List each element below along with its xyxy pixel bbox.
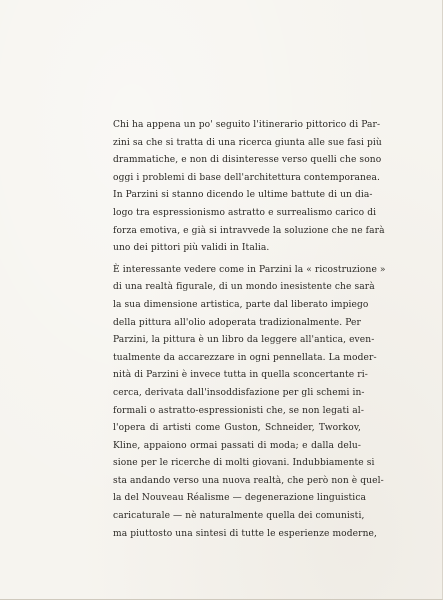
text-line: sione per le ricerche di molti giovani. Indubbiamente si [113,458,375,469]
text-line: È interessante vedere come in Parzini la « ricostruzione » [113,264,386,275]
text-line: l'opera di artisti come Guston, Schneider, Tworkov, [113,423,361,434]
text-line: tualmente da accarezzare in ogni pennellata. La moder- [113,352,377,363]
text-line: zini sa che si tratta di una ricerca giunta alle sue fasi più [113,137,382,148]
text-line: caricaturale — nè naturalmente quella dei comunisti, [113,511,365,522]
paragraph-1 [113,117,385,258]
text-line: sta andando verso una nuova realtà, che però non è quel- [113,475,384,486]
text-line: Kline, appaiono ormai passati di moda; e dalla delu- [113,440,361,451]
body-text [113,117,386,543]
text-line: In Parzini si stanno dicendo le ultime battute di un dia- [113,190,373,201]
text-line: nità di Parzini è invece tutta in quella sconcertante ri- [113,370,368,381]
text-line: uno dei pittori più validi in Italia. [113,243,270,254]
text-line: la del Nouveau Réalisme — degenerazione linguistica [113,493,367,504]
text-line: Chi ha appena un po' seguito l'itinerario pittorico di Par- [113,120,381,130]
text-line: formali o astratto-espressionisti che, se non legati al- [113,405,364,416]
text-line: logo tra espressionismo astratto e surrealismo carico di [113,207,377,218]
text-line: della pittura all'olio adoperata tradizionalmente. Per [113,317,361,328]
text-line: Parzini, la pittura è un libro da leggere all'antica, even- [113,335,375,346]
text-line: forza emotiva, e già si intravvede la soluzione che ne farà [113,225,385,236]
text-line: la sua dimensione artistica, parte dal liberato impiego [113,299,369,310]
paragraph-2 [113,262,386,544]
text-line: cerca, derivata dall'insoddisfazione per gli schemi in- [113,387,365,398]
text-line: drammatiche, e non di disinteresse verso quelli che sono [113,155,382,166]
text-line: oggi i problemi di base dell'architettura contemporanea. [113,172,381,183]
text-line: di una realtà figurale, di un mondo inesistente che sarà [113,282,375,293]
text-line: ma piuttosto una sintesi di tutte le esperienze moderne, [113,528,378,539]
